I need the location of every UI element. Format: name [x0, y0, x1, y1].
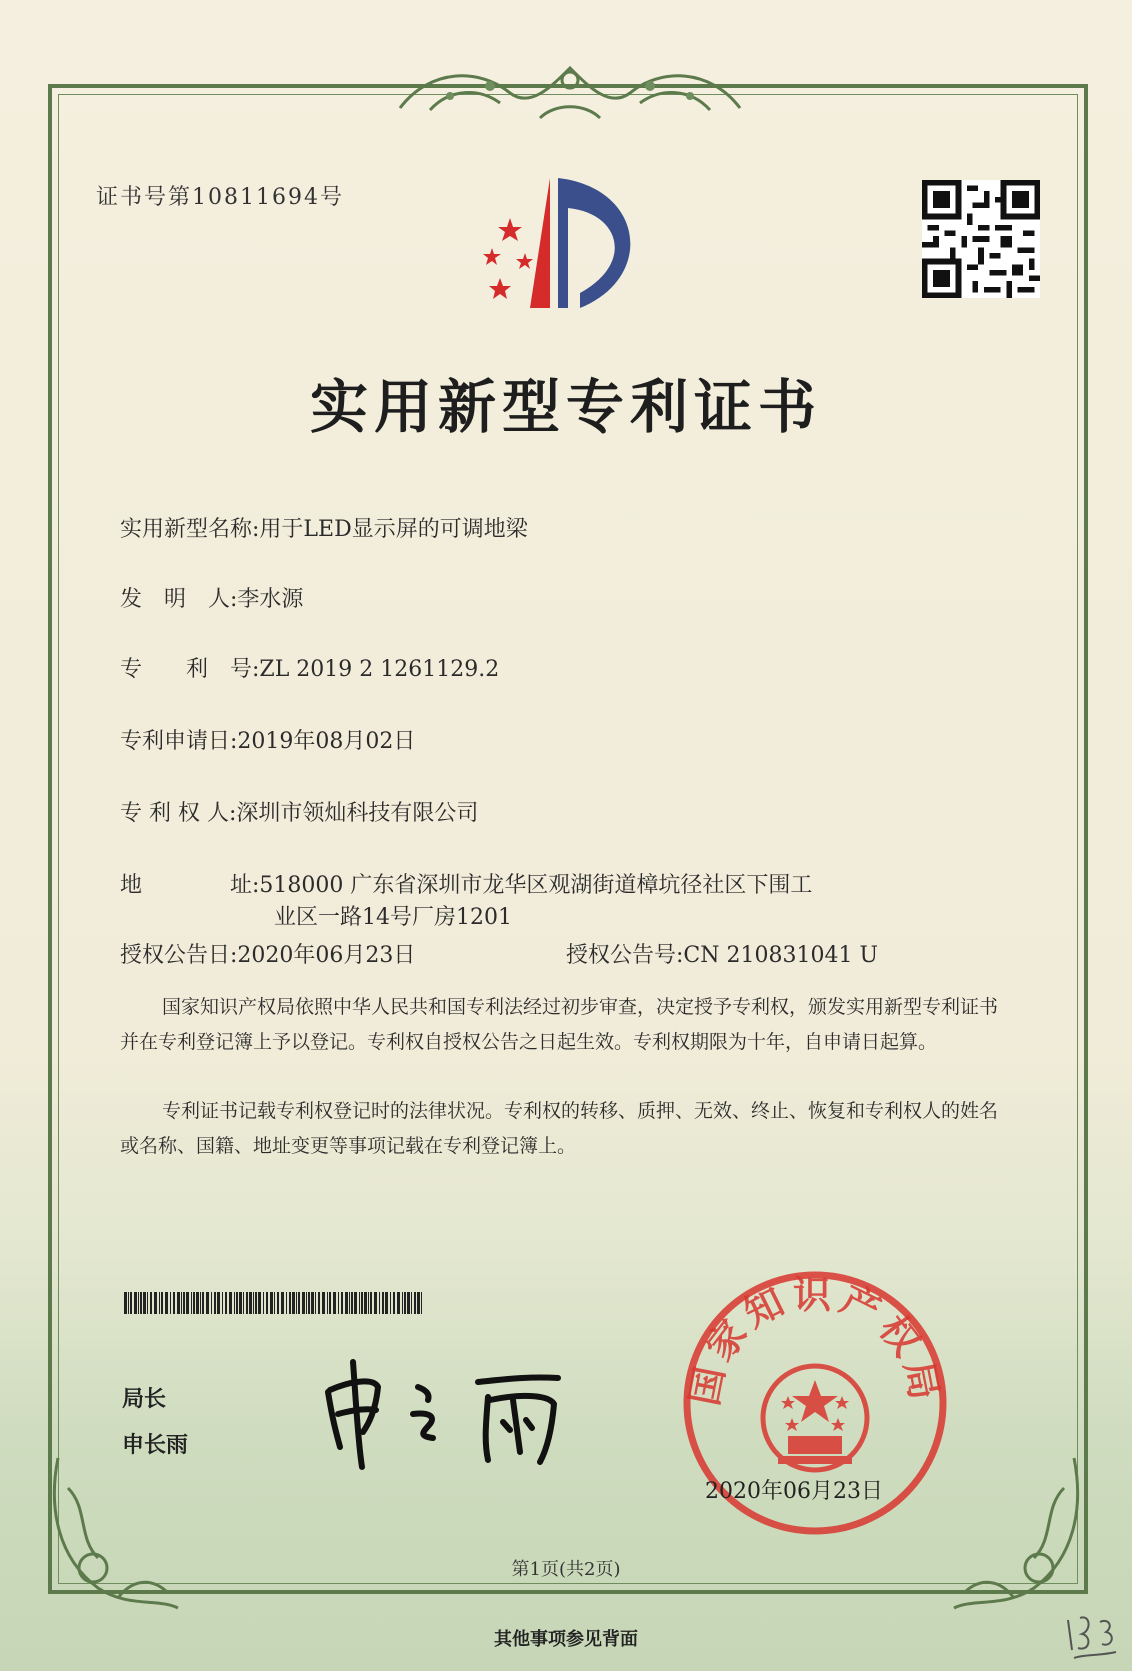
field-value: 2020年06月23日 [237, 943, 416, 968]
field-value: 深圳市领灿科技有限公司 [236, 801, 479, 826]
field-filing-date [120, 724, 415, 755]
field-utility-model-name [120, 512, 528, 543]
field-value: 李水源 [237, 587, 304, 612]
field-value-line1: 518000 广东省深圳市龙华区观湖街道樟坑径社区下围工 [259, 873, 813, 898]
field-grant-date [120, 938, 415, 969]
field-grant-number [566, 938, 878, 969]
footer-note: 其他事项参见背面 [494, 1629, 638, 1650]
field-value: 用于LED显示屏的可调地梁 [259, 517, 528, 542]
field-value: CN 210831041 U [683, 943, 879, 968]
field-value: ZL 2019 2 1261129.2 [259, 657, 500, 682]
certificate-number: 证书号第10811694号 [96, 185, 344, 210]
field-label: 授权公告日: [120, 943, 238, 968]
legal-paragraph-1: 国家知识产权局依照中华人民共和国专利法经过初步审查，决定授予专利权，颁发实用新型专利证书并在专利登记簿上予以登记。专利权自授权公告之日起生效。专利权期限为十年，自申请日起算。 [120, 996, 999, 1053]
patent-office-emblem-icon [470, 168, 660, 318]
qr-code [922, 180, 1040, 298]
barcode [124, 1292, 424, 1314]
bottom-left-ornament [38, 1448, 188, 1618]
field-label: 授权公告号: [566, 943, 684, 968]
bottom-right-ornament [944, 1448, 1094, 1618]
field-value: 2019年08月02日 [237, 729, 416, 754]
director-title: 局长 [122, 1387, 167, 1412]
director-signature [318, 1352, 578, 1472]
page-number: 第1页(共2页) [511, 1559, 621, 1580]
field-label: 专利申请日: [120, 729, 238, 754]
field-patent-number [120, 652, 499, 683]
field-inventor [120, 582, 303, 613]
field-label: 地 址: [120, 873, 260, 898]
field-label: 发 明 人: [120, 587, 238, 612]
field-patentee [120, 796, 478, 827]
field-label: 专 利 号: [120, 657, 260, 682]
seal-text: 国家知识产权局 [682, 1273, 948, 1410]
director-name: 申长雨 [122, 1433, 189, 1458]
field-address [120, 868, 812, 899]
handwritten-margin-note [1060, 1600, 1130, 1670]
legal-paragraph-2: 专利证书记载专利权登记时的法律状况。专利权的转移、质押、无效、终止、恢复和专利权人的姓名或名称、国籍、地址变更等事项记载在专利登记簿上。 [120, 1100, 999, 1157]
seal-date: 2020年06月23日 [705, 1479, 883, 1504]
certificate-title: 实用新型专利证书 [309, 373, 822, 441]
field-label: 实用新型名称: [120, 517, 260, 542]
top-ornament [390, 48, 750, 128]
field-label: 专 利 权 人: [120, 801, 237, 826]
field-address-line2: 业区一路14号厂房1201 [274, 905, 512, 930]
